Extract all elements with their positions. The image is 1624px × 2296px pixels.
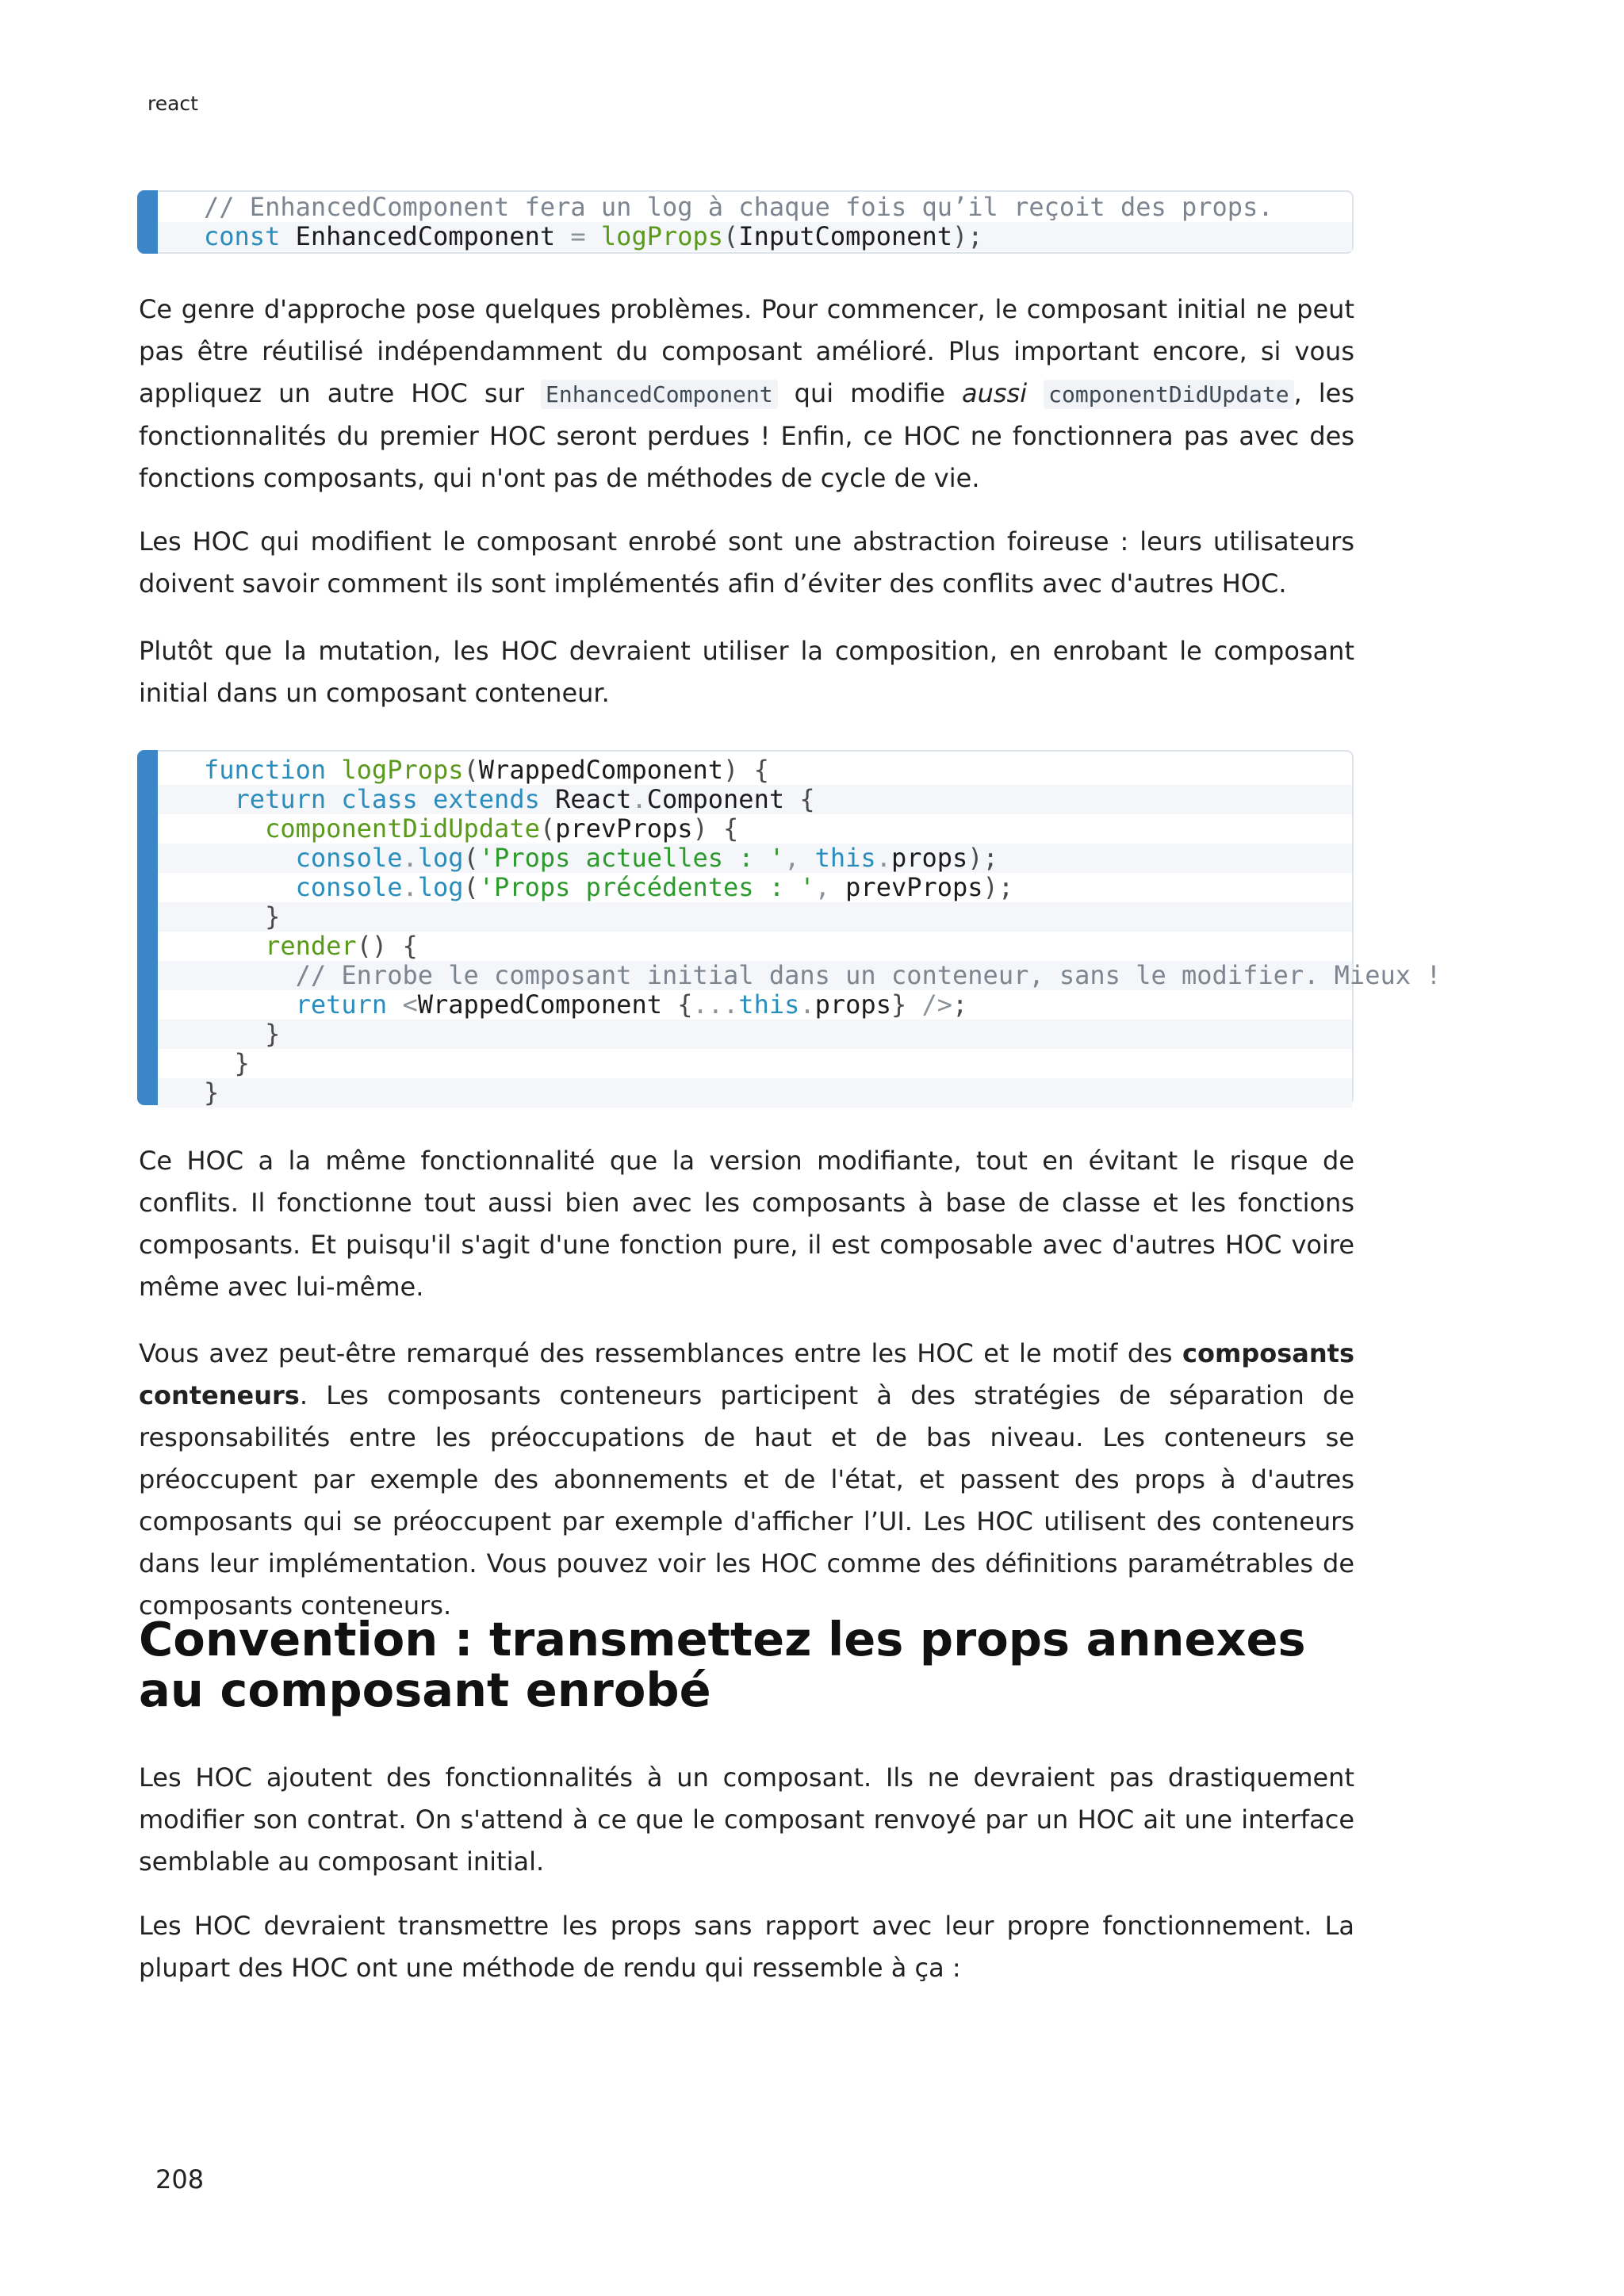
code-token bbox=[387, 989, 402, 1020]
code-token bbox=[326, 755, 341, 785]
code-line bbox=[158, 902, 1352, 932]
code-token: log bbox=[417, 872, 464, 902]
code-token: ); bbox=[952, 221, 983, 251]
code-token: props bbox=[814, 989, 891, 1020]
code-token: console bbox=[295, 872, 403, 902]
code-token bbox=[204, 931, 265, 961]
code-token: return bbox=[234, 784, 327, 814]
paragraph-hoc-contract: Les HOC ajoutent des fonctionnalités à un composant. Ils ne devraient pas drastiquement modifier son contrat. On s'attend à ce que le composant renvoyé par un HOC ait une interface semblable au composant initial. bbox=[139, 1762, 1354, 1877]
code-token: } bbox=[265, 901, 281, 932]
code-token: = bbox=[570, 221, 586, 251]
code-line bbox=[158, 222, 1352, 251]
code-line bbox=[158, 1020, 1352, 1049]
paragraph-problems: Ce genre d'approche pose quelques problèmes. Pour commencer, le composant initial ne peut pas être réutilisé indépendamment du composant amélioré. Plus important encore, si vous appliquez un autre HOC sur EnhancedComponent qui modifie aussi componentDidUpdate , les fonctionnalités du premier HOC seront perdues ! Enfin, ce HOC ne fonctionnera pas avec des fonctions composants, qui n'ont pas de méthodes de cycle de vie. bbox=[139, 294, 1355, 493]
code-line bbox=[158, 932, 1352, 961]
code-token: this bbox=[814, 843, 876, 873]
code-token: WrappedComponent bbox=[478, 755, 724, 785]
code-token: log bbox=[417, 843, 464, 873]
code-lines bbox=[158, 193, 1352, 251]
code-token: ) { bbox=[723, 755, 769, 785]
code-line bbox=[158, 960, 1442, 990]
code-token bbox=[204, 960, 296, 990]
code-token: . bbox=[402, 872, 418, 902]
paragraph-container-components: Vous avez peut-être remarqué des ressemblances entre les HOC et le motif des composants conteneurs. Les composants conteneurs participent à des stratégies de séparation de responsabilités entre les préoccupations de haut et de bas niveau. Les conteneurs se préoccupent par exemple des abonnements et de l'état, et passent des props à d'autres composants qui se préoccupent par exemple d'afficher l’UI. Les HOC utilisent des conteneurs dans leur implémentation. Vous pouvez voir les HOC comme des définitions paramétrables de composants conteneurs. bbox=[139, 1338, 1354, 1621]
code-token: console bbox=[295, 843, 403, 873]
code-token: } bbox=[204, 1077, 220, 1108]
code-token: ( bbox=[463, 843, 479, 873]
paragraph-leaky-abstraction: Les HOC qui modifient le composant enrobé sont une abstraction foireuse : leurs utilisateurs doivent savoir comment ils sont implémentés afin d’éviter des conflits avec d'autres HOC. bbox=[139, 526, 1354, 599]
inline-code-enhanced-component: EnhancedComponent bbox=[541, 380, 778, 409]
code-token: React bbox=[539, 784, 632, 814]
code-token: prevProps bbox=[555, 813, 693, 844]
code-token: Component bbox=[646, 784, 800, 814]
code-token: ); bbox=[967, 843, 998, 873]
code-line bbox=[158, 756, 1352, 785]
code-block-log-props bbox=[137, 750, 1442, 1108]
code-token bbox=[204, 872, 296, 902]
code-line bbox=[158, 785, 1352, 814]
code-line bbox=[158, 844, 1352, 873]
code-token: , bbox=[814, 872, 830, 902]
code-token bbox=[204, 1048, 235, 1078]
code-token: props bbox=[891, 843, 968, 873]
code-line bbox=[158, 873, 1352, 902]
code-token: EnhancedComponent bbox=[280, 221, 571, 251]
code-token: 'Props actuelles : ' bbox=[478, 843, 785, 873]
code-token: ( bbox=[463, 872, 479, 902]
code-token bbox=[204, 813, 265, 844]
code-token: /> bbox=[921, 989, 953, 1020]
code-token: extends bbox=[432, 784, 540, 814]
code-token: InputComponent bbox=[738, 221, 953, 251]
code-token bbox=[326, 784, 341, 814]
code-token bbox=[586, 221, 601, 251]
code-token: // Enrobe le composant initial dans un conteneur, sans le modifier. Mieux ! bbox=[295, 960, 1442, 990]
code-line bbox=[158, 990, 1352, 1020]
code-token: < bbox=[402, 989, 418, 1020]
code-token: . bbox=[799, 989, 815, 1020]
code-token: ) { bbox=[692, 813, 739, 844]
section-heading: Convention : transmettez les props annexes au composant enrobé bbox=[139, 1612, 1306, 1717]
code-token: this bbox=[738, 989, 800, 1020]
code-line bbox=[158, 1078, 1352, 1108]
code-token: componentDidUpdate bbox=[265, 813, 540, 844]
code-token bbox=[204, 901, 265, 932]
code-token: ... bbox=[692, 989, 739, 1020]
code-token: return bbox=[295, 989, 388, 1020]
code-token: render bbox=[265, 931, 357, 961]
code-token: 'Props précédentes : ' bbox=[478, 872, 815, 902]
page-number: 208 bbox=[155, 2164, 205, 2195]
code-token bbox=[906, 989, 921, 1020]
code-block-enhanced-component bbox=[137, 190, 1354, 254]
code-token: ; bbox=[952, 989, 968, 1020]
code-line bbox=[158, 1049, 1352, 1078]
code-token: ); bbox=[982, 872, 1014, 902]
code-line bbox=[158, 814, 1352, 844]
code-token: . bbox=[402, 843, 418, 873]
code-token: . bbox=[875, 843, 891, 873]
paragraph-same-functionality: Ce HOC a la même fonctionnalité que la version modifiante, tout en évitant le risque de conflits. Il fonctionne tout aussi bien avec les composants à base de classe et les fonctions composants. Et puisqu'il s'agit d'une fonction pure, il est composable avec d'autres HOC voire même avec lui-même. bbox=[139, 1146, 1354, 1302]
code-token: } bbox=[234, 1048, 250, 1078]
code-block-accent-bar bbox=[137, 750, 158, 1105]
code-token bbox=[204, 1019, 265, 1049]
code-token: logProps bbox=[600, 221, 724, 251]
code-token: , bbox=[784, 843, 800, 873]
paragraph-pass-props: Les HOC devraient transmettre les props sans rapport avec leur propre fonctionnement. La plupart des HOC ont une méthode de rendu qui ressemble à ça : bbox=[139, 1911, 1354, 1983]
code-token: logProps bbox=[341, 755, 464, 785]
code-token: const bbox=[204, 221, 281, 251]
code-token bbox=[204, 784, 235, 814]
code-token: } bbox=[265, 1019, 281, 1049]
code-token: ( bbox=[463, 755, 479, 785]
code-token: . bbox=[631, 784, 647, 814]
code-token bbox=[418, 784, 433, 814]
paragraph-composition: Plutôt que la mutation, les HOC devraient utiliser la composition, en enrobant le composant initial dans un composant conteneur. bbox=[139, 636, 1354, 708]
code-lines bbox=[158, 755, 1442, 1108]
code-token bbox=[204, 843, 296, 873]
code-token: ( bbox=[539, 813, 556, 844]
inline-code-component-did-update: componentDidUpdate bbox=[1044, 380, 1293, 409]
code-token: function bbox=[204, 755, 327, 785]
code-token: ( bbox=[723, 221, 739, 251]
code-token: () { bbox=[356, 931, 418, 961]
code-token: class bbox=[341, 784, 418, 814]
code-token: } bbox=[891, 989, 907, 1020]
code-token bbox=[799, 843, 814, 873]
code-block-accent-bar bbox=[137, 190, 158, 254]
code-token bbox=[204, 989, 296, 1020]
running-header: react bbox=[147, 92, 198, 115]
code-token: { bbox=[799, 784, 815, 814]
code-token: // EnhancedComponent fera un log à chaque fois qu’il reçoit des props. bbox=[204, 192, 1274, 222]
code-token: WrappedComponent bbox=[417, 989, 678, 1020]
code-line bbox=[158, 193, 1352, 222]
code-token: { bbox=[677, 989, 693, 1020]
code-token: prevProps bbox=[829, 872, 983, 902]
